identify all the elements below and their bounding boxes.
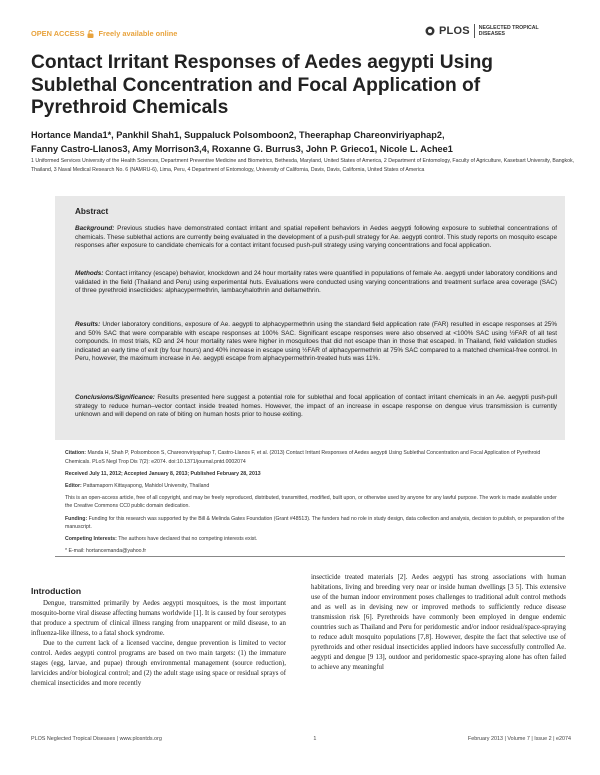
intro-paragraph-continued: insecticide treated materials [2]. Aedes aegypti has strong associations with human habitations, living and breeding very near or inside human dwellings [3 5]. This extensive use of the human indoor environment poses challenges to traditional adult control methods and as well as in devising new or improved methods to sufficiently reduce disease transmission risk [6]. Pyrethroids have commonly been employed in dengue endemic countries such as Thailand and Peru for peridomestic and/or indoor residual/space-spraying to reduce adult mosquito populations [7,8]. However, despite the fact that selective use of pyrethroids and other residual insecticides applied indoors have successfully controlled Ae. aegypti and dengue [9 13], outdoor and peridomestic space-spraying alone has often failed to achieve any meaningful bbox=[311, 574, 566, 672]
abstract-results bbox=[75, 321, 557, 364]
citation bbox=[65, 449, 565, 466]
editor-label: Editor: bbox=[65, 482, 82, 489]
abstract-methods bbox=[75, 270, 557, 296]
citation-text: Manda H, Shah P, Polsomboon S, Chareonviriyaphap T, Castro-Llanos F, et al. (2013) Contact Irritant Responses of Aedes aegypti Using Sublethal Concentration and Focal Application of Pyrethroid Chemicals. PLoS Negl Trop Dis 7(2): e2074. doi:10.1371/journal.pntd.0002074 bbox=[65, 450, 541, 465]
abstract-background bbox=[75, 225, 557, 251]
author-list bbox=[31, 128, 571, 156]
intro-paragraph: Due to the current lack of a licensed vaccine, dengue prevention is limited to vector control. Aedes aegypti control programs are based on two main targets: (1) the immature stages (egg, larvae, and pupae) through environmental management (source reduction), larvicides and/or biological control; and (2) the adult stage using space or residual sprays of chemical insecticides and more recently bbox=[31, 640, 286, 688]
footer-page-number: 1 bbox=[313, 736, 317, 742]
results-text: Under laboratory conditions, exposure of Ae. aegypti to alphacypermethrin using the standard field application rate (FAR) resulted in escape responses at 25% and 50% SAC that were comparable with escape responses at 100% SAC. Significant escape responses were also observed at <100% SAC using ½FAR of all test compounds. In most trials, KD and 24 hour mortality rates were higher in mosquitoes that did not escape than in those that escaped. In Thailand, field validation studies indicated an early time of exit (by four hours) and 40% increase in escape using ½FAR of alphacypermethrin at 75% SAC compared to a matched chemical-free control. In Peru, however, the maximum increase in Ae. aegypti escape from alphacypermethrin-treated huts was 11%. bbox=[75, 321, 557, 362]
intro-column-right bbox=[311, 573, 566, 673]
open-access-label: OPEN ACCESS bbox=[31, 29, 85, 38]
page-footer bbox=[31, 736, 571, 742]
conclusions-label: Conclusions/Significance: bbox=[75, 394, 155, 401]
intro-column-left bbox=[31, 599, 286, 689]
funding-label: Funding: bbox=[65, 515, 88, 522]
introduction-heading: Introduction bbox=[31, 586, 82, 596]
funding-text: Funding for this research was supported by the Bill & Melinda Gates Foundation (Grant #48513). The funders had no role in study design, data collection and analysis, decision to publish, or preparation of the manuscript. bbox=[65, 515, 565, 531]
logo-divider bbox=[474, 24, 475, 38]
competing-interests bbox=[65, 535, 565, 544]
affiliations: 1 Uniformed Services University of the Health Sciences, Department Preventive Medicine and Biometrics, Bethesda, Maryland, United States of America, 2 Department of Entomology, Faculty of Agriculture, Kasetsart University, Bangkok, Thailand, 3 Naval Medical Research No. 6 (NAMRU-6), Lima, Peru, 4 Department of Entomology, University of California, Davis, Davis, California, United States of America bbox=[31, 158, 575, 173]
article-title: Contact Irritant Responses of Aedes aegypti Using Sublethal Concentration and Focal Application of Pyrethroid Chemicals bbox=[31, 52, 494, 118]
footer-issue: February 2013 | Volume 7 | Issue 2 | e2074 bbox=[467, 736, 571, 742]
email: * E-mail: hortancemanda@yahoo.fr bbox=[65, 548, 147, 555]
journal-name: PLOS bbox=[439, 25, 470, 37]
citation-label: Citation: bbox=[65, 450, 87, 456]
methods-text: Contact irritancy (escape) behavior, knockdown and 24 hour mortality rates were quantified in populations of female Ae. aegypti under laboratory conditions and validated in the field (Thailand and Peru) using experimental huts. Evaluations were conducted using varying concentrations and treatment surface area coverage (SAC) of three pyrethroid insecticides: alphacypermethrin, lambacyhalothrin and deltamethrin. bbox=[75, 270, 557, 294]
footer-journal: PLOS Neglected Tropical Diseases | www.plosntds.org bbox=[31, 736, 162, 742]
competing-label: Competing Interests: bbox=[65, 536, 117, 543]
license: This is an open-access article, free of all copyright, and may be freely reproduced, distributed, transmitted, modified, built upon, or otherwise used by anyone for any lawful purpose. The work is made available under the Creative Commons CC0 public domain dedication. bbox=[65, 494, 557, 510]
background-text: Previous studies have demonstrated contact irritant and spatial repellent behaviors in Aedes aegypti following exposure to sublethal concentrations of chemicals. These sublethal actions are currently being evaluated in the development of a push-pull strategy for Ae. aegypti control. This study reports on mosquito escape responses after exposure to candidate chemicals for a contact irritant focused push-pull strategy using varying concentrations and focal application. bbox=[75, 225, 557, 249]
results-label: Results: bbox=[75, 321, 101, 328]
editor-text: Pattamaporn Kittayapong, Mahidol University, Thailand bbox=[81, 482, 210, 489]
abstract-conclusions bbox=[75, 394, 557, 420]
competing-text: The authors have declared that no competing interests exist. bbox=[116, 536, 258, 543]
plos-logo-icon bbox=[425, 26, 435, 36]
abstract-heading: Abstract bbox=[75, 207, 109, 216]
journal-subtitle: NEGLECTED TROPICAL DISEASES bbox=[478, 25, 539, 37]
open-lock-icon bbox=[87, 30, 94, 38]
dates bbox=[65, 470, 565, 479]
freely-available-label: Freely available online bbox=[98, 29, 178, 38]
funding bbox=[65, 515, 565, 532]
background-label: Background: bbox=[75, 225, 115, 232]
intro-paragraph: Dengue, transmitted primarily by Aedes aegypti mosquitoes, is the most important mosquito-borne viral disease affecting humans worldwide [1]. It is caused by four serotypes that produce a spectrum of clinical illness ranging from unapparent or mild disease, to an influenza-like illness, to a fatal shock syndrome. bbox=[31, 600, 286, 638]
article-metadata bbox=[65, 449, 565, 559]
conclusions-text: Results presented here suggest a potential role for sublethal and focal application of contact irritant chemicals in an Ae. aegypti push-pull strategy to reduce human–vector contact inside treated homes. However, the impact of an increase in escape response on dengue virus transmission is currently unknown and will depend on rate of biting on human hosts prior to house exiting. bbox=[75, 394, 557, 418]
editor bbox=[65, 482, 565, 491]
section-divider bbox=[55, 556, 565, 557]
journal-logo bbox=[425, 24, 549, 38]
methods-label: Methods: bbox=[75, 270, 104, 277]
author-line: Fanny Castro-Llanos3, Amy Morrison3,4, Roxanne G. Burrus3, John P. Grieco1, Nicole L. Achee1 bbox=[31, 144, 453, 154]
dates-text: Received July 11, 2012; Accepted January 8, 2013; Published February 28, 2013 bbox=[65, 470, 261, 477]
open-access-badge bbox=[31, 29, 177, 38]
author-line: Hortance Manda1*, Pankhil Shah1, Suppaluck Polsomboon2, Theeraphap Chareonviriyaphap2, bbox=[31, 130, 445, 140]
